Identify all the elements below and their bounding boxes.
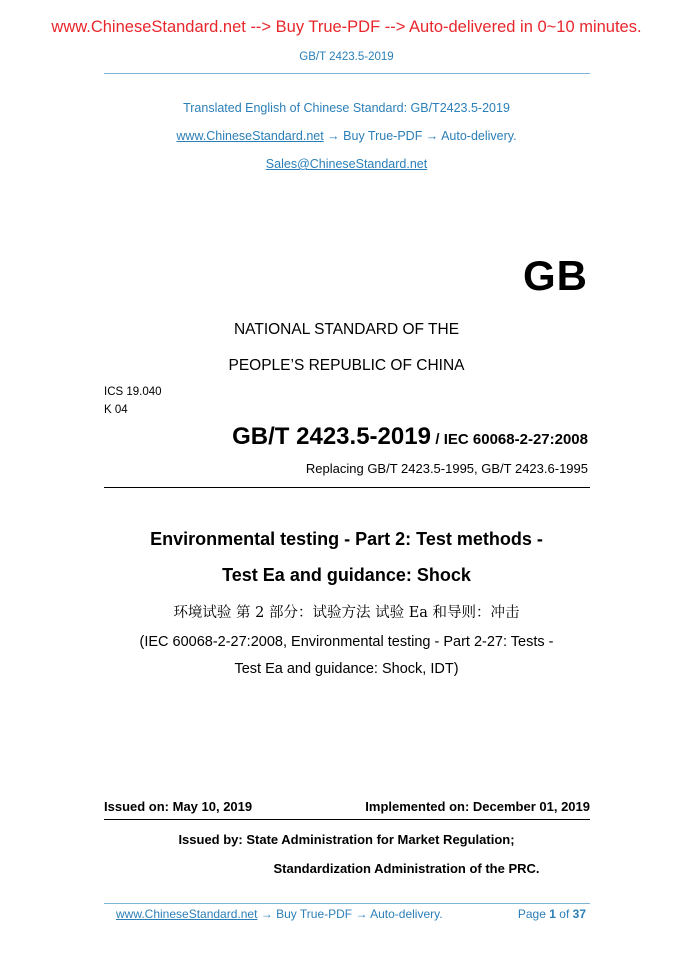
title-divider (104, 487, 590, 488)
title-line-2: Test Ea and guidance: Shock (222, 565, 471, 585)
dates-row (104, 799, 590, 814)
ics-code: ICS 19.040 (104, 386, 162, 398)
national-standard-line2: PEOPLE’S REPUBLIC OF CHINA (228, 357, 465, 374)
footer-site-link[interactable]: www.ChineseStandard.net (116, 907, 258, 921)
buy-line-text: → Buy True-PDF → Auto-delivery. (323, 129, 517, 143)
title-chinese: 环境试验 第 2 部分：试验方法 试验 Ea 和导则：冲击 (173, 605, 520, 621)
buy-line (0, 129, 693, 143)
issued-by-line-1: Issued by: State Administration for Market Regulation; (178, 832, 515, 847)
email-link[interactable]: Sales@ChineseStandard.net (265, 157, 428, 171)
page-label: Page (517, 907, 546, 921)
page-number: 1 (549, 907, 556, 921)
gb-mark: GB (523, 252, 588, 299)
page-total: 37 (572, 907, 586, 921)
title-line-1: Environmental testing - Part 2: Test methods - (150, 529, 543, 549)
of-label: of (559, 907, 570, 921)
footer (116, 907, 586, 921)
replacing-note: Replacing GB/T 2423.5-1995, GB/T 2423.6-1995 (305, 461, 588, 476)
dates-divider (104, 819, 590, 820)
iec-reference: / IEC 60068-2-27:2008 (435, 431, 588, 448)
idt-line-1: (IEC 60068-2-27:2008, Environmental testing - Part 2-27: Tests - (139, 634, 554, 650)
k-code: K 04 (104, 404, 128, 416)
translated-notice: Translated English of Chinese Standard: GB/T2423.5-2019 (183, 101, 510, 115)
implemented-on: Implemented on: December 01, 2019 (365, 799, 590, 814)
standard-code: GB/T 2423.5-2019 (232, 423, 431, 450)
header-divider (104, 73, 590, 74)
national-standard-line1: NATIONAL STANDARD OF THE (233, 321, 460, 338)
idt-line-2: Test Ea and guidance: Shock, IDT) (234, 661, 459, 677)
top-banner-link[interactable]: www.ChineseStandard.net --> Buy True-PDF --> Auto-delivered in 0~10 minutes. (51, 18, 642, 36)
header-standard-code: GB/T 2423.5-2019 (299, 51, 394, 63)
issued-on: Issued on: May 10, 2019 (104, 799, 253, 814)
page-indicator (518, 907, 586, 921)
footer-text: → Buy True-PDF → Auto-delivery. (257, 907, 443, 921)
standard-number (232, 423, 588, 451)
site-link[interactable]: www.ChineseStandard.net (176, 129, 324, 143)
footer-divider (104, 903, 590, 904)
issued-by-line-2: Standardization Administration of the PRC. (273, 861, 540, 876)
